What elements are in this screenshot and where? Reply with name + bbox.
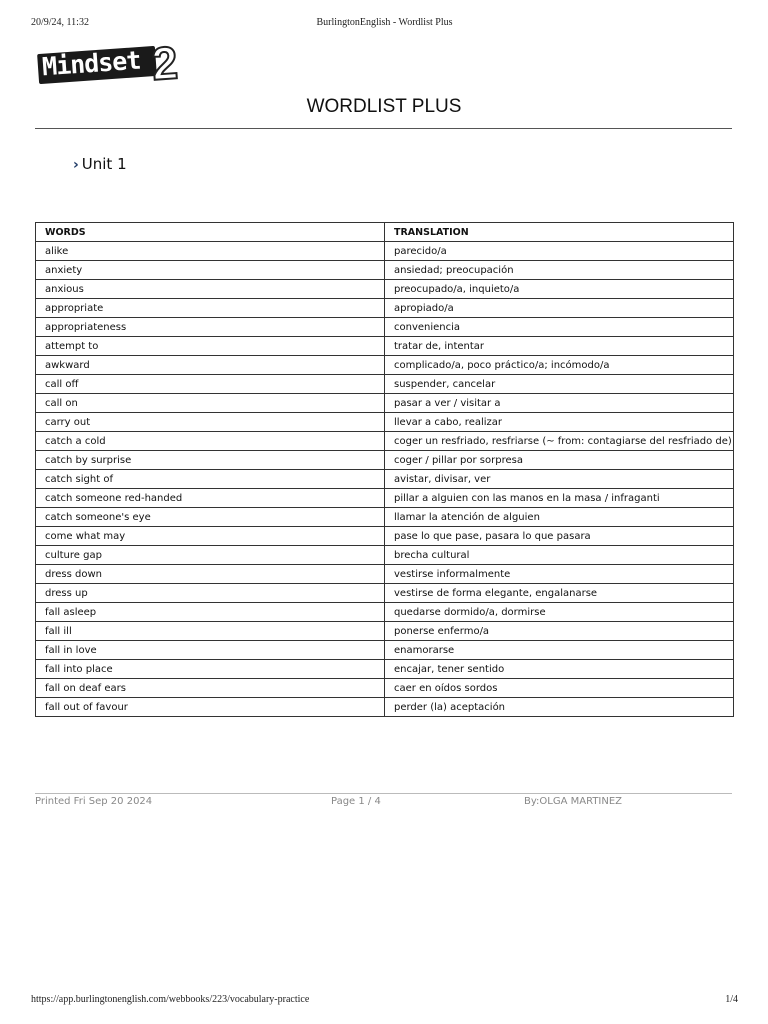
- table-row: [36, 527, 734, 546]
- translation-cell: avistar, divisar, ver: [385, 470, 734, 489]
- unit-heading[interactable]: [73, 155, 127, 173]
- table-row: [36, 242, 734, 261]
- word-cell: fall on deaf ears: [36, 679, 385, 698]
- table-row: [36, 603, 734, 622]
- table-row: [36, 432, 734, 451]
- printed-date: Printed Fri Sep 20 2024: [35, 796, 153, 807]
- table-row: [36, 584, 734, 603]
- table-row: [36, 337, 734, 356]
- translation-cell: pillar a alguien con las manos en la masa / infraganti: [385, 489, 734, 508]
- translation-cell: conveniencia: [385, 318, 734, 337]
- table-row: [36, 375, 734, 394]
- translation-cell: ponerse enfermo/a: [385, 622, 734, 641]
- translation-cell: quedarse dormido/a, dormirse: [385, 603, 734, 622]
- word-cell: catch sight of: [36, 470, 385, 489]
- word-cell: call off: [36, 375, 385, 394]
- table-row: [36, 451, 734, 470]
- table-row: [36, 660, 734, 679]
- translation-cell: vestirse de forma elegante, engalanarse: [385, 584, 734, 603]
- word-cell: catch by surprise: [36, 451, 385, 470]
- title-divider: [35, 128, 732, 129]
- translation-cell: vestirse informalmente: [385, 565, 734, 584]
- word-cell: call on: [36, 394, 385, 413]
- table-row: [36, 261, 734, 280]
- word-cell: fall into place: [36, 660, 385, 679]
- table-row: [36, 470, 734, 489]
- wordlist-table: [35, 222, 734, 717]
- word-cell: fall ill: [36, 622, 385, 641]
- word-cell: awkward: [36, 356, 385, 375]
- table-row: [36, 698, 734, 717]
- translation-cell: llevar a cabo, realizar: [385, 413, 734, 432]
- word-cell: attempt to: [36, 337, 385, 356]
- translation-cell: suspender, cancelar: [385, 375, 734, 394]
- table-row: [36, 318, 734, 337]
- mindset-logo: [38, 36, 188, 90]
- word-cell: anxious: [36, 280, 385, 299]
- table-row: [36, 280, 734, 299]
- word-cell: come what may: [36, 527, 385, 546]
- unit-label: Unit 1: [81, 155, 127, 173]
- translation-cell: perder (la) aceptación: [385, 698, 734, 717]
- table-row: [36, 413, 734, 432]
- table-row: [36, 622, 734, 641]
- table-row: [36, 508, 734, 527]
- page-footer: [35, 796, 732, 810]
- translation-cell: encajar, tener sentido: [385, 660, 734, 679]
- word-cell: fall in love: [36, 641, 385, 660]
- wordlist-body: [36, 242, 734, 717]
- word-cell: carry out: [36, 413, 385, 432]
- word-cell: fall out of favour: [36, 698, 385, 717]
- table-row: [36, 565, 734, 584]
- word-cell: appropriate: [36, 299, 385, 318]
- print-page-title: BurlingtonEnglish - Wordlist Plus: [316, 17, 453, 28]
- column-header-words: WORDS: [36, 223, 385, 242]
- page-number: Page 1 / 4: [331, 796, 381, 807]
- word-cell: dress up: [36, 584, 385, 603]
- word-cell: fall asleep: [36, 603, 385, 622]
- word-cell: dress down: [36, 565, 385, 584]
- table-header-row: [36, 223, 734, 242]
- logo-text: Mindset: [41, 45, 142, 82]
- word-cell: appropriateness: [36, 318, 385, 337]
- table-row: [36, 546, 734, 565]
- column-header-translation: TRANSLATION: [385, 223, 734, 242]
- print-url: https://app.burlingtonenglish.com/webbooks/223/vocabulary-practice: [31, 994, 310, 1005]
- print-page-count: 1/4: [725, 994, 738, 1005]
- translation-cell: coger / pillar por sorpresa: [385, 451, 734, 470]
- word-cell: alike: [36, 242, 385, 261]
- word-cell: catch someone red-handed: [36, 489, 385, 508]
- translation-cell: complicado/a, poco práctico/a; incómodo/a: [385, 356, 734, 375]
- table-row: [36, 394, 734, 413]
- word-cell: culture gap: [36, 546, 385, 565]
- translation-cell: caer en oídos sordos: [385, 679, 734, 698]
- author: By:OLGA MARTINEZ: [524, 796, 623, 807]
- translation-cell: pasar a ver / visitar a: [385, 394, 734, 413]
- word-cell: catch someone's eye: [36, 508, 385, 527]
- word-cell: catch a cold: [36, 432, 385, 451]
- translation-cell: pase lo que pase, pasara lo que pasara: [385, 527, 734, 546]
- translation-cell: brecha cultural: [385, 546, 734, 565]
- translation-cell: apropiado/a: [385, 299, 734, 318]
- chevron-right-icon: ›: [73, 157, 79, 173]
- translation-cell: llamar la atención de alguien: [385, 508, 734, 527]
- print-datetime: 20/9/24, 11:32: [31, 17, 89, 28]
- footer-divider: [35, 793, 732, 794]
- translation-cell: enamorarse: [385, 641, 734, 660]
- table-row: [36, 299, 734, 318]
- print-footer: [31, 994, 738, 1008]
- translation-cell: coger un resfriado, resfriarse (~ from: contagiarse del resfriado de): [385, 432, 734, 451]
- translation-cell: parecido/a: [385, 242, 734, 261]
- page-title: WORDLIST PLUS: [306, 96, 462, 117]
- translation-cell: tratar de, intentar: [385, 337, 734, 356]
- logo-number: 2: [150, 36, 180, 90]
- table-row: [36, 489, 734, 508]
- translation-cell: ansiedad; preocupación: [385, 261, 734, 280]
- table-row: [36, 679, 734, 698]
- print-header: [31, 17, 738, 31]
- table-row: [36, 641, 734, 660]
- table-row: [36, 356, 734, 375]
- translation-cell: preocupado/a, inquieto/a: [385, 280, 734, 299]
- word-cell: anxiety: [36, 261, 385, 280]
